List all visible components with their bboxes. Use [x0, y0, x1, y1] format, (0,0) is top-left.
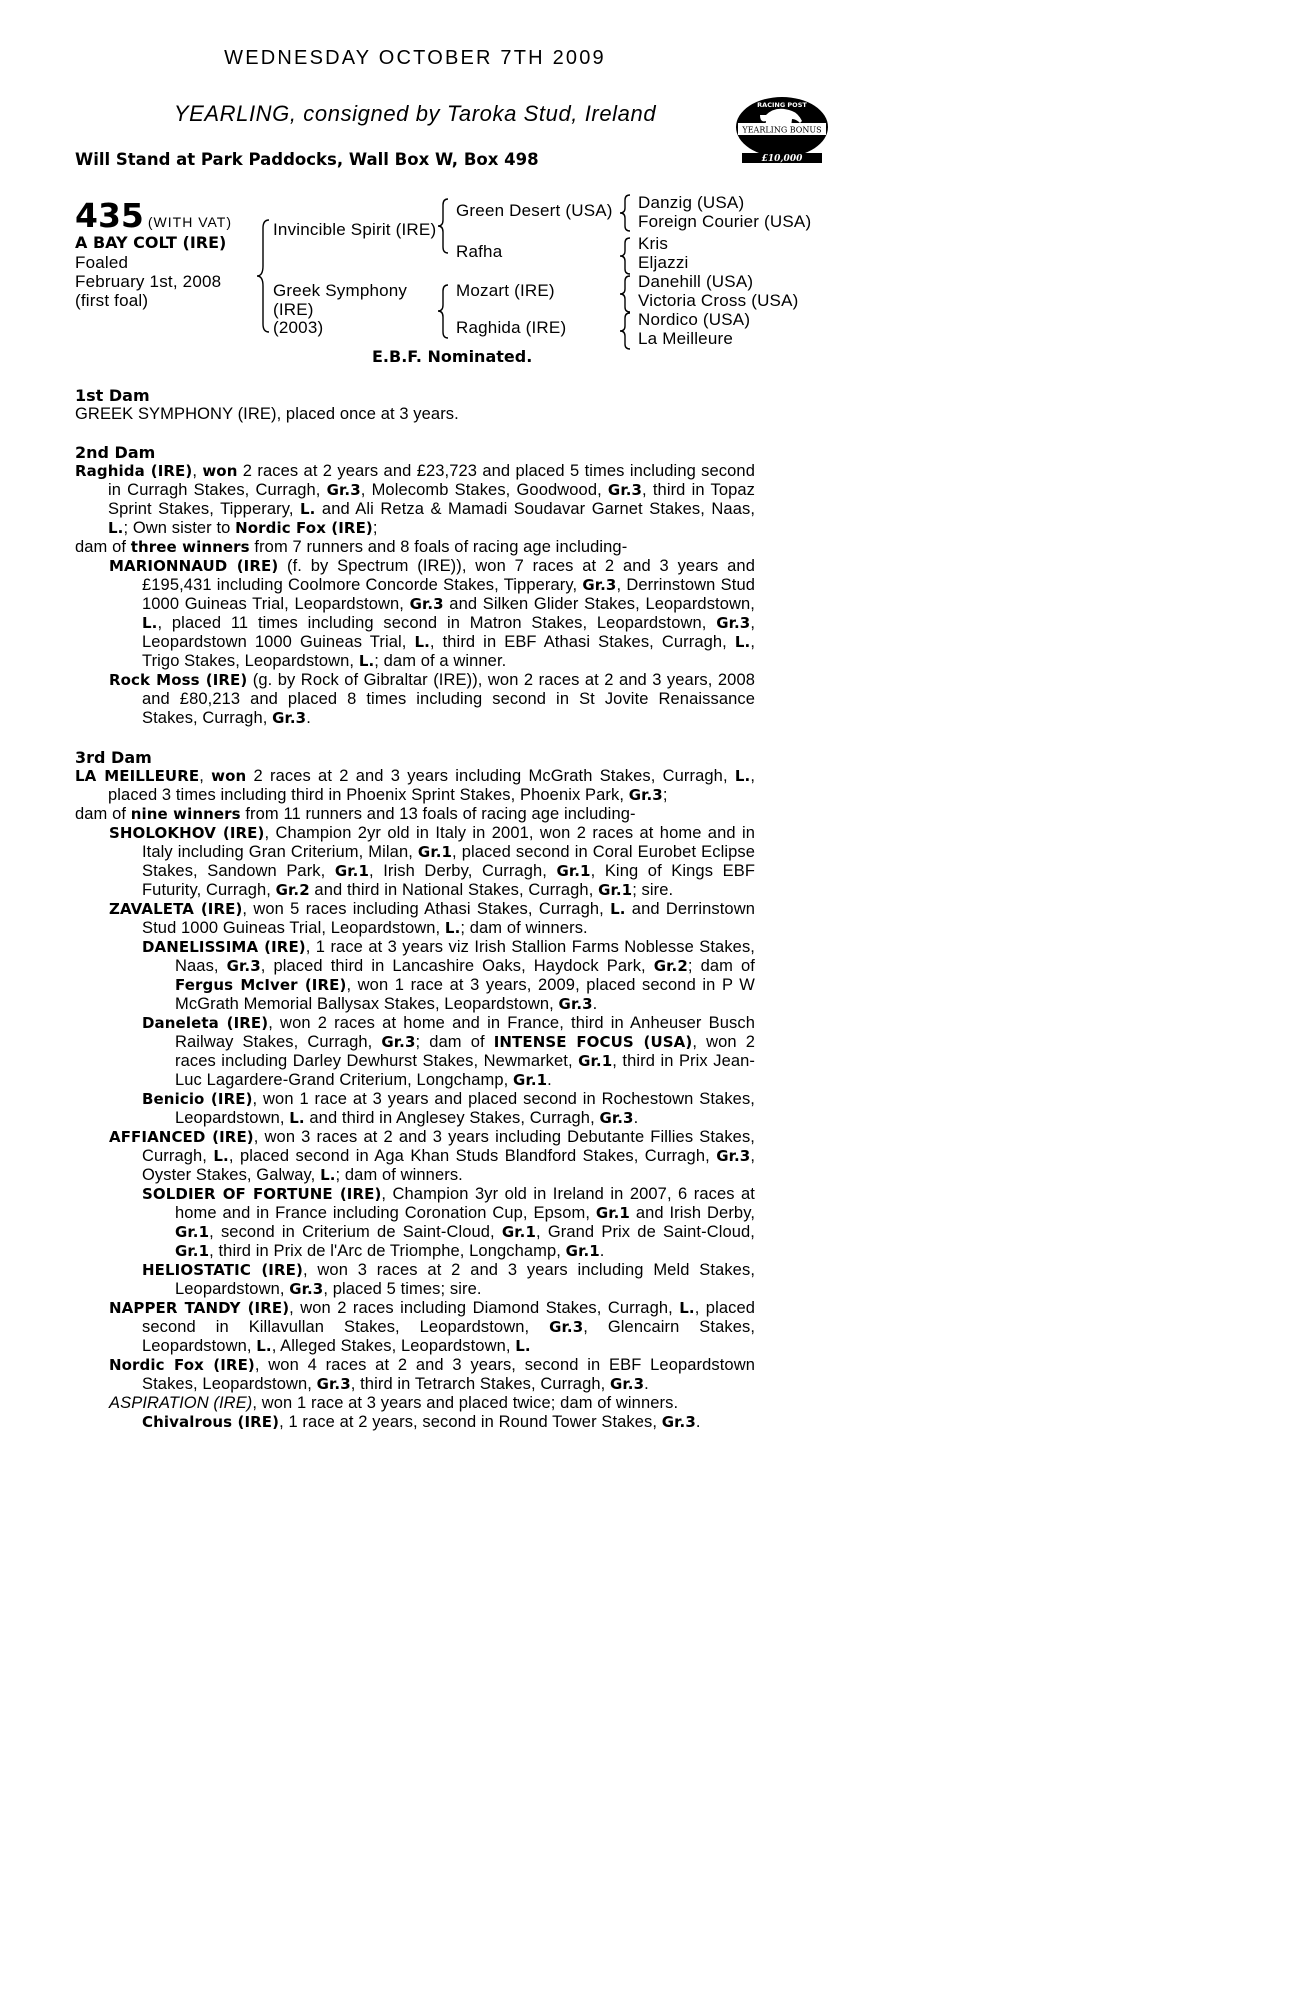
progeny-entry-aspiration: ASPIRATION (IRE), won 1 race at 3 years and placed twice; dam of winners.	[109, 1394, 679, 1412]
pedigree-brace-sire	[436, 197, 450, 255]
foaled-label: Foaled	[75, 253, 129, 272]
third-dam-heading: 3rd Dam	[75, 748, 152, 767]
pedigree-dam-year: (2003)	[273, 318, 324, 337]
pedigree-brace-dam	[436, 283, 450, 340]
pedigree-sire-dam: Rafha	[456, 242, 503, 261]
progeny-entry-daneleta: Daneleta (IRE), won 2 races at home and in France, third in Anheuser Busch Railway Stakes, Curragh, Gr.3; dam of INTENSE FOCUS (USA), won 2 races including Darley Dewhurst Stakes, Newmarket, Gr.1, third in Prix Jean-Luc Lagardere-Grand Criterium, Longchamp, Gr.1.	[142, 1014, 755, 1089]
progeny-entry-chivalrous: Chivalrous (IRE), 1 race at 2 years, second in Round Tower Stakes, Gr.3.	[142, 1413, 701, 1431]
pedigree-sds: Kris	[638, 234, 669, 253]
pedigree-brace-ds	[618, 274, 632, 314]
consignment-line: YEARLING, consigned by Taroka Stud, Ireland	[173, 101, 657, 126]
pedigree-brace-ss	[618, 193, 632, 233]
dam-of-line: dam of nine winners from 11 runners and 13 foals of racing age including-	[75, 805, 636, 823]
pedigree-dam-origin: (IRE)	[273, 300, 314, 319]
third-dam-section	[75, 767, 755, 1432]
pedigree-brace-sd	[618, 236, 632, 276]
progeny-entry-heliostatic: HELIOSTATIC (IRE), won 3 races at 2 and 3 years including Meld Stakes, Leopardstown, Gr.3, placed 5 times; sire.	[142, 1261, 755, 1298]
pedigree-dam-name: Greek Symphony	[273, 281, 408, 300]
dam-entry-raghida: Raghida (IRE), won 2 races at 2 years and £23,723 and placed 5 times including second in Curragh Stakes, Curragh, Gr.3, Molecomb Stakes, Goodwood, Gr.3, third in Topaz Sprint Stakes, Tipperary, L. and Ali Retza & Mamadi Soudavar Garnet Stakes, Naas, L.; Own sister to Nordic Fox (IRE);	[75, 462, 756, 537]
pedigree-ddd: La Meilleure	[638, 329, 734, 348]
pedigree-sss: Danzig (USA)	[638, 193, 745, 212]
progeny-entry-marionnaud: MARIONNAUD (IRE) (f. by Spectrum (IRE)), won 7 races at 2 and 3 years and £195,431 including Coolmore Concorde Stakes, Tipperary, Gr.3, Derrinstown Stud 1000 Guineas Trial, Leopardstown, Gr.3 and Silken Glider Stakes, Leopardstown, L., placed 11 times including second in Matron Stakes, Leopardstown, Gr.3, Leopardstown 1000 Guineas Trial, L., third in EBF Athasi Stakes, Curragh, L., Trigo Stakes, Leopardstown, L.; dam of a winner.	[109, 557, 755, 670]
progeny-entry-napper-tandy: NAPPER TANDY (IRE), won 2 races including Diamond Stakes, Curragh, L., placed second in Killavullan Stakes, Leopardstown, Gr.3, Glencairn Stakes, Leopardstown, L., Alleged Stakes, Leopardstown, L.	[109, 1299, 756, 1355]
progeny-entry-rock-moss: Rock Moss (IRE) (g. by Rock of Gibraltar (IRE)), won 2 races at 2 and 3 years, 2008 and £80,213 and placed 8 times including second in St Jovite Renaissance Stakes, Curragh, Gr.3.	[109, 671, 755, 727]
dam-of-line: dam of three winners from 7 runners and 8 foals of racing age including-	[75, 538, 628, 556]
stand-location: Will Stand at Park Paddocks, Wall Box W, Box 498	[75, 150, 539, 169]
progeny-entry-sholokhov: SHOLOKHOV (IRE), Champion 2yr old in Italy in 2001, won 2 races at home and in Italy including Gran Criterium, Milan, Gr.1, placed second in Coral Eurobet Eclipse Stakes, Sandown Park, Gr.1, Irish Derby, Curragh, Gr.1, King of Kings EBF Futurity, Curragh, Gr.2 and third in National Stakes, Curragh, Gr.1; sire.	[109, 824, 755, 899]
yearling-bonus-badge	[732, 93, 832, 173]
pedigree-dam-sire: Mozart (IRE)	[456, 281, 555, 300]
foal-note: (first foal)	[75, 291, 149, 310]
progeny-entry-danelissima: DANELISSIMA (IRE), 1 race at 3 years viz Irish Stallion Farms Noblesse Stakes, Naas, Gr.3, placed third in Lancashire Oaks, Haydock Park, Gr.2; dam of Fergus McIver (IRE), won 1 race at 3 years, 2009, placed second in P W McGrath Memorial Ballysax Stakes, Leopardstown, Gr.3.	[142, 938, 755, 1013]
pedigree-sire: Invincible Spirit (IRE)	[273, 220, 437, 239]
pedigree-sdd: Eljazzi	[638, 253, 689, 272]
pedigree-dsd: Victoria Cross (USA)	[638, 291, 799, 310]
dam-entry-la-meilleure: LA MEILLEURE, won 2 races at 2 and 3 years including McGrath Stakes, Curragh, L., placed 3 times including third in Phoenix Sprint Stakes, Phoenix Park, Gr.3;	[75, 767, 755, 804]
ebf-nominated: E.B.F. Nominated.	[372, 347, 533, 366]
sale-date: WEDNESDAY OCTOBER 7TH 2009	[224, 47, 606, 69]
first-dam-heading: 1st Dam	[75, 386, 150, 405]
pedigree-dam-dam: Raghida (IRE)	[456, 318, 567, 337]
badge-amount: £10,000	[761, 154, 803, 164]
lot-number: 435	[75, 196, 144, 235]
vat-note: (WITH VAT)	[147, 214, 233, 230]
second-dam-section	[75, 462, 755, 728]
foaled-date: February 1st, 2008	[75, 272, 222, 291]
pedigree-ssd: Foreign Courier (USA)	[638, 212, 812, 231]
lot-name: A BAY COLT (IRE)	[75, 233, 227, 252]
progeny-entry-zavaleta: ZAVALETA (IRE), won 5 races including Athasi Stakes, Curragh, L. and Derrinstown Stud 1000 Guineas Trial, Leopardstown, L.; dam of winners.	[109, 900, 755, 937]
first-dam-text: GREEK SYMPHONY (IRE), placed once at 3 years.	[75, 405, 459, 423]
pedigree-dds: Nordico (USA)	[638, 310, 751, 329]
progeny-entry-soldier-of-fortune: SOLDIER OF FORTUNE (IRE), Champion 3yr old in Ireland in 2007, 6 races at home and in France including Coronation Cup, Epsom, Gr.1 and Irish Derby, Gr.1, second in Criterium de Saint-Cloud, Gr.1, Grand Prix de Saint-Cloud, Gr.1, third in Prix de l'Arc de Triomphe, Longchamp, Gr.1.	[142, 1185, 755, 1260]
lot-heading	[75, 196, 232, 235]
progeny-entry-benicio: Benicio (IRE), won 1 race at 3 years and placed second in Rochestown Stakes, Leopardstown, L. and third in Anglesey Stakes, Curragh, Gr.3.	[142, 1090, 755, 1127]
second-dam-heading: 2nd Dam	[75, 443, 156, 462]
badge-top-text: RACING POST	[757, 101, 807, 109]
pedigree-brace-main	[255, 218, 271, 334]
progeny-entry-affianced: AFFIANCED (IRE), won 3 races at 2 and 3 years including Debutante Fillies Stakes, Curragh, L., placed second in Aga Khan Studs Blandford Stakes, Curragh, Gr.3, Oyster Stakes, Galway, L.; dam of winners.	[109, 1128, 755, 1184]
pedigree-sire-sire: Green Desert (USA)	[456, 201, 613, 220]
badge-middle-text: YEARLING BONUS	[742, 125, 822, 135]
pedigree-dss: Danehill (USA)	[638, 272, 754, 291]
pedigree-brace-dd	[618, 311, 632, 351]
progeny-entry-nordic-fox: Nordic Fox (IRE), won 4 races at 2 and 3 years, second in EBF Leopardstown Stakes, Leopardstown, Gr.3, third in Tetrarch Stakes, Curragh, Gr.3.	[109, 1356, 755, 1393]
